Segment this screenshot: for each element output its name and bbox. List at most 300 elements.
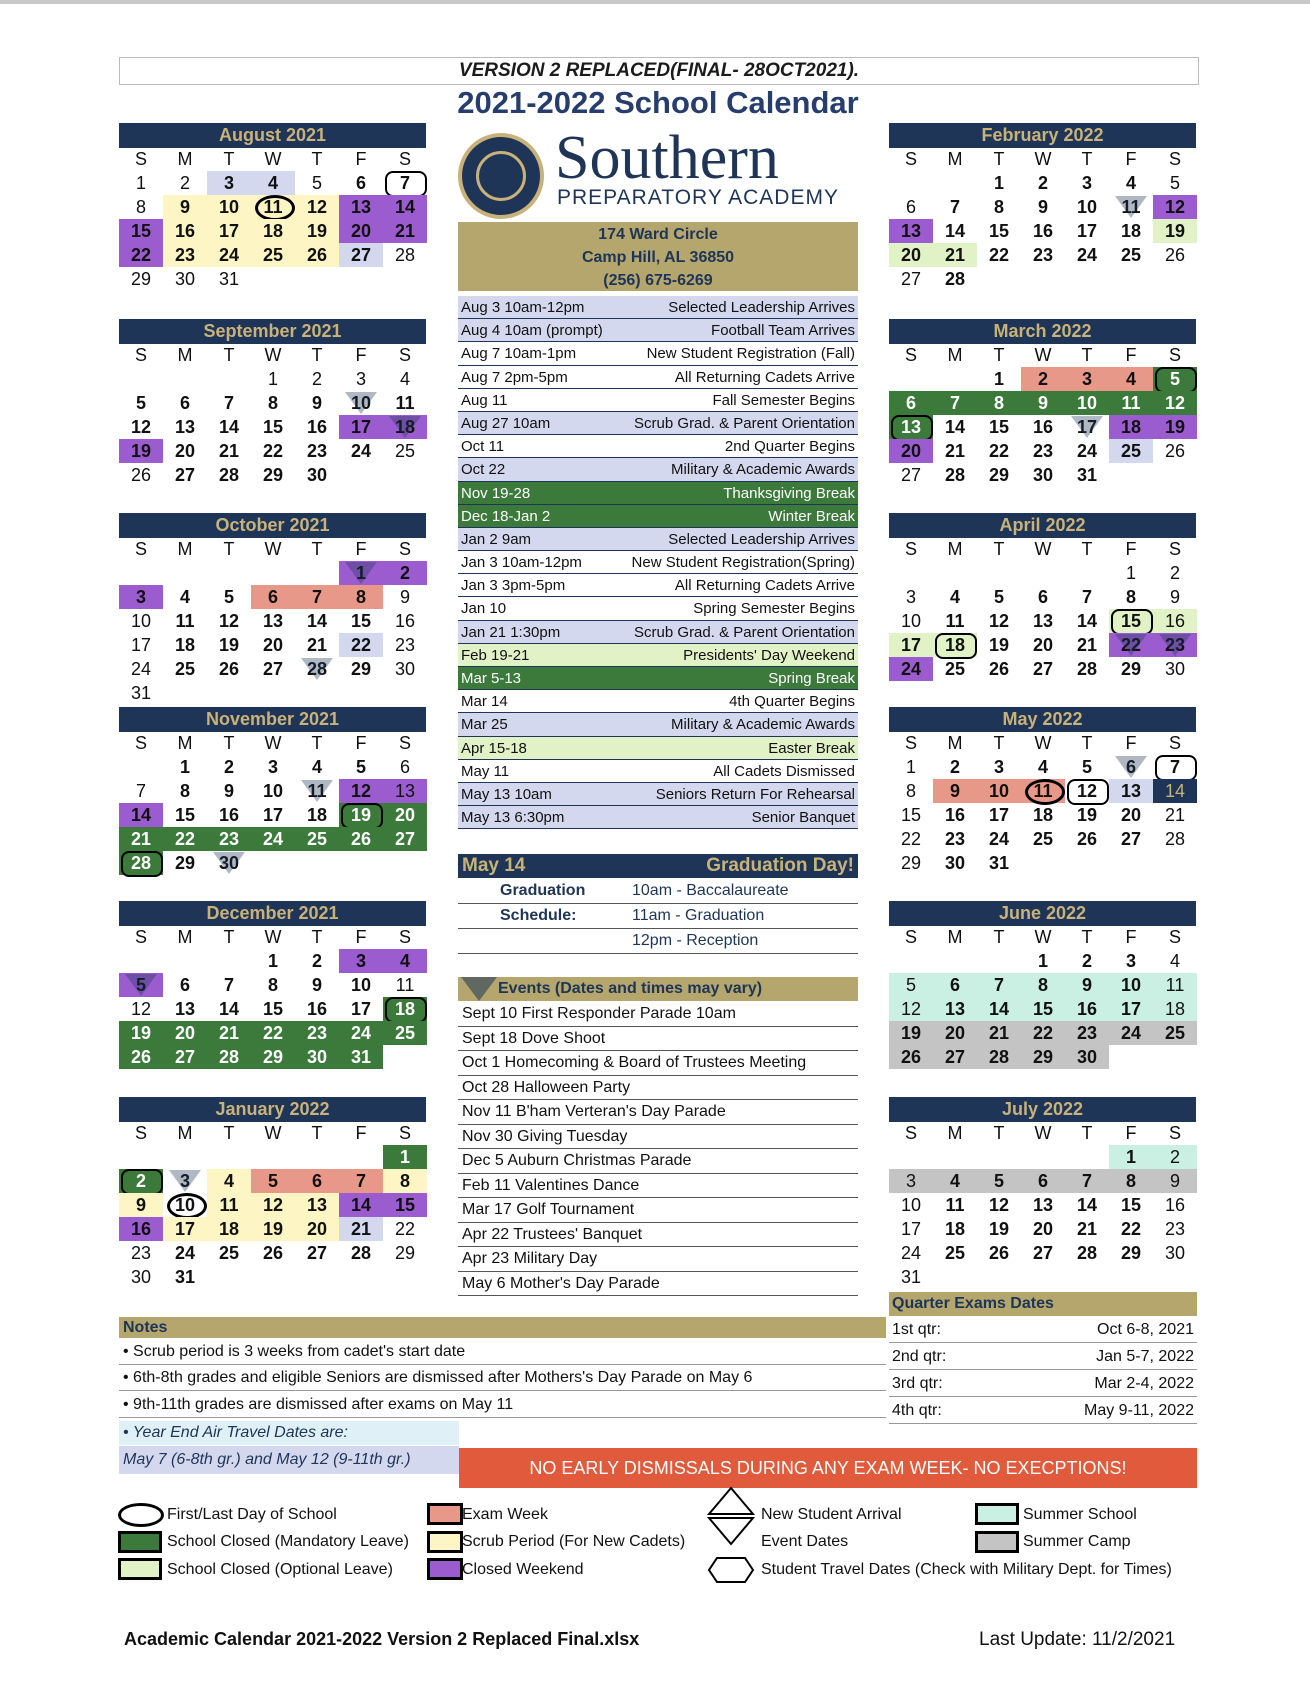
calendar-day: 1 (267, 951, 278, 971)
weekday-header: M (947, 149, 963, 169)
calendar-day: 29 (900, 853, 922, 873)
empty-day (977, 949, 1021, 973)
calendar-day: 12 (988, 1195, 1010, 1215)
event-date-item: Oct 28 Halloween Party (458, 1076, 858, 1101)
calendar-day: 22 (988, 245, 1010, 265)
month-title: January 2022 (119, 1097, 426, 1122)
weekday-header: T (1081, 345, 1093, 365)
calendar-day: 17 (889, 633, 933, 657)
calendar-day: 18 (251, 219, 295, 243)
calendar-day: 23 (163, 243, 207, 267)
calendar-day: 1 (1109, 1145, 1153, 1169)
calendar-day: 5 (1153, 367, 1197, 391)
calendar-day: 17 (988, 805, 1010, 825)
key-date-label: All Cadets Dismissed (713, 762, 855, 780)
calendar-day: 24 (350, 441, 372, 461)
key-date-date: Jan 3 3pm-5pm (461, 577, 566, 595)
graduation-date: May 14 (462, 855, 526, 876)
calendar-day: 15 (988, 221, 1010, 241)
month-title: November 2021 (119, 707, 426, 732)
weekday-header: S (1168, 927, 1181, 947)
calendar-day: 16 (306, 417, 328, 437)
key-date-date: May 13 10am (461, 785, 552, 803)
event-date-item: Apr 23 Military Day (458, 1247, 858, 1272)
calendar-day: 2 (119, 1169, 163, 1193)
calendar-day: 8 (267, 975, 278, 995)
calendar-day: 1 (135, 173, 146, 193)
travel-dates-label: • Year End Air Travel Dates are: (119, 1421, 459, 1445)
calendar-day: 21 (383, 219, 427, 243)
schedule-item: 11am - Graduation (632, 907, 765, 924)
first-last-day-legend-icon (118, 1503, 164, 1527)
school-name: Southern (555, 124, 779, 192)
calendar-day: 20 (295, 1217, 339, 1241)
calendar-day: 1 (383, 1145, 427, 1169)
calendar-day: 22 (900, 829, 922, 849)
calendar-day: 7 (223, 975, 234, 995)
quarter-dates: Mar 2-4, 2022 (1094, 1375, 1194, 1392)
empty-day (295, 561, 339, 585)
empty-day (977, 1145, 1021, 1169)
empty-day (295, 1145, 339, 1169)
weekday-header: M (947, 1123, 963, 1143)
empty-day (889, 171, 933, 195)
key-date-label: All Returning Cadets Arrive (674, 577, 855, 595)
calendar-day: 13 (262, 611, 284, 631)
graduation-banner (458, 854, 858, 878)
calendar-day: 18 (383, 997, 427, 1021)
key-date-label: New Student Registration (Fall) (646, 345, 855, 363)
calendar-day: 31 (900, 1267, 922, 1287)
weekday-header: S (904, 927, 917, 947)
calendar-day: 30 (130, 1267, 152, 1287)
calendar-day: 28 (944, 465, 966, 485)
calendar-day: 29 (988, 465, 1010, 485)
weekday-header: T (223, 733, 235, 753)
calendar-day: 16 (1032, 221, 1054, 241)
calendar-day: 28 (207, 1045, 251, 1069)
calendar-day: 9 (1065, 973, 1109, 997)
calendar-day: 8 (135, 197, 146, 217)
key-date-label: Fall Semester Begins (712, 391, 855, 409)
calendar-day: 10 (130, 611, 152, 631)
key-date-label: Military & Academic Awards (671, 461, 855, 479)
calendar-day: 15 (383, 1193, 427, 1217)
key-date-label: Presidents' Day Weekend (683, 646, 855, 664)
calendar-day: 11 (1109, 195, 1153, 219)
calendar-day: 3 (163, 1169, 207, 1193)
calendar-day: 16 (1164, 1195, 1186, 1215)
weekday-header: M (177, 1123, 193, 1143)
weekday-header: S (398, 733, 411, 753)
calendar-day: 28 (350, 1243, 372, 1263)
calendar-day: 30 (306, 465, 328, 485)
weekday-header: T (311, 539, 323, 559)
calendar-day: 23 (944, 829, 966, 849)
calendar-day: 15 (1021, 997, 1065, 1021)
empty-day (119, 367, 163, 391)
calendar-day: 27 (174, 465, 196, 485)
calendar-day: 20 (163, 1021, 207, 1045)
calendar-day: 3 (993, 757, 1004, 777)
calendar-day: 29 (130, 269, 152, 289)
key-date-date: Aug 4 10am (prompt) (461, 322, 603, 340)
calendar-day: 16 (1153, 609, 1197, 633)
weekday-header: T (223, 149, 235, 169)
calendar-day: 23 (295, 1021, 339, 1045)
key-date-row (458, 760, 858, 783)
calendar-day: 19 (1076, 805, 1098, 825)
event-date-item: Oct 1 Homecoming & Board of Trustees Meeting (458, 1051, 858, 1076)
calendar-day: 25 (394, 441, 416, 461)
calendar-day: 3 (1065, 367, 1109, 391)
empty-day (977, 561, 1021, 585)
calendar-day: 22 (262, 441, 284, 461)
weekday-header: S (904, 345, 917, 365)
calendar-day: 1 (1125, 563, 1136, 583)
key-date-row (458, 435, 858, 458)
calendar-day: 19 (1153, 219, 1197, 243)
calendar-day: 26 (1164, 441, 1186, 461)
empty-day (251, 1145, 295, 1169)
schedule-title: Graduation (500, 882, 586, 899)
calendar-day: 28 (1164, 829, 1186, 849)
calendar-day: 9 (119, 1193, 163, 1217)
calendar-day: 11 (295, 779, 339, 803)
calendar-day: 31 (339, 1045, 383, 1069)
calendar-day: 25 (1032, 829, 1054, 849)
calendar-day: 27 (900, 465, 922, 485)
calendar-day: 11 (207, 1193, 251, 1217)
key-date-label: Easter Break (768, 739, 855, 757)
calendar-day: 24 (1076, 441, 1098, 461)
calendar-day: 21 (1076, 635, 1098, 655)
calendar-day: 19 (251, 1217, 295, 1241)
calendar-day: 8 (179, 781, 190, 801)
weekday-header: W (1034, 1123, 1052, 1143)
empty-day (933, 1145, 977, 1169)
calendar-day: 24 (889, 657, 933, 681)
calendar-day: 15 (174, 805, 196, 825)
calendar-day: 16 (1065, 997, 1109, 1021)
calendar-day: 12 (130, 417, 152, 437)
calendar-day: 22 (394, 1219, 416, 1239)
calendar-day: 21 (218, 441, 240, 461)
calendar-day: 5 (119, 973, 163, 997)
calendar-day: 20 (1032, 635, 1054, 655)
legend-label: Event Dates (761, 1533, 849, 1550)
calendar-day: 11 (251, 195, 295, 219)
key-date-date: Apr 15-18 (461, 739, 527, 757)
key-date-date: Jan 2 9am (461, 530, 532, 548)
key-date-label: Selected Leadership Arrives (668, 530, 855, 548)
calendar-day: 14 (1076, 611, 1098, 631)
calendar-day: 2 (1081, 951, 1092, 971)
calendar-day: 24 (251, 827, 295, 851)
calendar-day: 28 (977, 1045, 1021, 1069)
calendar-day: 4 (207, 1169, 251, 1193)
weekday-header: T (1081, 927, 1093, 947)
weekday-header: S (904, 539, 917, 559)
weekday-header: F (355, 345, 367, 365)
calendar-day: 4 (1169, 951, 1180, 971)
calendar-day: 14 (944, 221, 966, 241)
key-date-label: Scrub Grad. & Parent Orientation (634, 414, 855, 432)
key-date-label: 2nd Quarter Begins (724, 438, 855, 456)
calendar-day: 9 (311, 975, 322, 995)
weekday-header: M (947, 733, 963, 753)
calendar-day: 6 (889, 391, 933, 415)
month-calendar (119, 901, 426, 1069)
weekday-header: M (947, 539, 963, 559)
calendar-day: 19 (295, 219, 339, 243)
note-item: • 6th-8th grades and eligible Seniors are dismissed after Mothers's Day Parade on May 6 (119, 1365, 886, 1391)
month-grid (119, 926, 426, 1069)
calendar-day: 4 (179, 587, 190, 607)
weekday-header: T (311, 149, 323, 169)
key-date-label: Senior Banquet (751, 809, 855, 827)
calendar-day: 22 (251, 1021, 295, 1045)
quarter-dates: Jan 5-7, 2022 (1096, 1348, 1194, 1365)
calendar-day: 9 (933, 779, 977, 803)
calendar-day: 7 (1153, 755, 1197, 779)
calendar-day: 24 (1076, 245, 1098, 265)
empty-day (207, 1145, 251, 1169)
calendar-day: 25 (944, 1243, 966, 1263)
address-phone: (256) 675-6269 (603, 272, 713, 289)
calendar-day: 14 (1076, 1195, 1098, 1215)
event-dates-header: Events (Dates and times may vary) (458, 977, 858, 1001)
key-date-row (458, 737, 858, 760)
weekday-header: M (177, 149, 193, 169)
quarter-exams-header: Quarter Exams Dates (889, 1292, 1197, 1316)
calendar-day: 7 (949, 197, 960, 217)
event-triangle-icon (461, 977, 497, 1001)
weekday-header: T (311, 1123, 323, 1143)
weekday-header: W (264, 1123, 282, 1143)
event-date-item: Nov 11 B'ham Verteran's Day Parade (458, 1100, 858, 1125)
calendar-day: 24 (207, 243, 251, 267)
key-date-row (458, 528, 858, 551)
calendar-day: 6 (1021, 1169, 1065, 1193)
month-calendar (889, 123, 1196, 291)
weekday-header: T (223, 927, 235, 947)
calendar-day: 4 (1109, 367, 1153, 391)
key-date-label: New Student Registration(Spring) (631, 554, 855, 572)
month-calendar (889, 901, 1196, 1069)
weekday-header: T (311, 345, 323, 365)
calendar-day: 17 (1076, 221, 1098, 241)
calendar-day: 21 (119, 827, 163, 851)
note-item: • Scrub period is 3 weeks from cadet's start date (119, 1339, 886, 1365)
month-grid (119, 732, 426, 875)
month-grid (119, 538, 426, 705)
closed-weekend-swatch (427, 1558, 463, 1580)
key-date-date: Nov 19-28 (461, 484, 531, 502)
key-date-label: Military & Academic Awards (671, 716, 855, 734)
calendar-day: 7 (1081, 587, 1092, 607)
calendar-day: 5 (251, 1169, 295, 1193)
calendar-day: 27 (262, 659, 284, 679)
key-date-date: Mar 5-13 (461, 670, 522, 687)
calendar-day: 28 (394, 245, 416, 265)
calendar-day: 2 (383, 561, 427, 585)
calendar-day: 5 (355, 757, 366, 777)
weekday-header: T (223, 345, 235, 365)
calendar-day: 11 (1109, 391, 1153, 415)
calendar-day: 4 (399, 369, 410, 389)
weekday-header: M (177, 927, 193, 947)
calendar-day: 14 (1153, 779, 1197, 803)
weekday-header: W (264, 733, 282, 753)
weekday-header: M (947, 927, 963, 947)
calendar-day: 14 (383, 195, 427, 219)
calendar-day: 19 (119, 439, 163, 463)
calendar-day: 2 (179, 173, 190, 193)
calendar-day: 16 (218, 805, 240, 825)
version-note: VERSION 2 REPLACED(FINAL- 28OCT2021). (119, 57, 1199, 85)
legend-shapes (707, 1486, 755, 1586)
calendar-day: 12 (1153, 391, 1197, 415)
quarter-dates: Oct 6-8, 2021 (1097, 1321, 1194, 1338)
calendar-day: 12 (295, 195, 339, 219)
weekday-header: T (311, 927, 323, 947)
calendar-day: 29 (1021, 1045, 1065, 1069)
calendar-day: 23 (1032, 441, 1054, 461)
calendar-day: 6 (179, 975, 190, 995)
calendar-day: 1 (993, 369, 1004, 389)
calendar-day: 18 (207, 1217, 251, 1241)
note-item: • 9th-11th grades are dismissed after exams on May 11 (119, 1392, 886, 1418)
calendar-day: 2 (311, 951, 322, 971)
calendar-day: 30 (1164, 659, 1186, 679)
quarter-label: 3rd qtr: (892, 1375, 943, 1392)
calendar-day: 20 (339, 219, 383, 243)
calendar-day: 25 (174, 659, 196, 679)
calendar-day: 4 (1125, 173, 1136, 193)
travel-dates-value: May 7 (6-8th gr.) and May 12 (9-11th gr.) (119, 1446, 459, 1474)
key-date-row (458, 366, 858, 389)
key-date-row (458, 412, 858, 435)
calendar-day: 18 (944, 1219, 966, 1239)
empty-day (889, 367, 933, 391)
empty-day (933, 561, 977, 585)
event-date-item: May 6 Mother's Day Parade (458, 1272, 858, 1297)
calendar-day: 3 (889, 1169, 933, 1193)
weekday-header: S (1168, 1123, 1181, 1143)
calendar-day: 24 (1109, 1021, 1153, 1045)
calendar-day: 18 (1120, 221, 1142, 241)
weekday-header: S (134, 733, 147, 753)
calendar-day: 22 (1120, 1219, 1142, 1239)
calendar-day: 10 (350, 975, 372, 995)
month-calendar (119, 513, 426, 705)
calendar-day: 5 (889, 973, 933, 997)
calendar-day: 8 (383, 1169, 427, 1193)
key-date-date: Mar 25 (461, 716, 508, 734)
calendar-day: 26 (130, 465, 152, 485)
calendar-day: 25 (1120, 245, 1142, 265)
calendar-day: 21 (944, 441, 966, 461)
calendar-day: 27 (1032, 659, 1054, 679)
calendar-day: 4 (383, 949, 427, 973)
calendar-day: 30 (207, 851, 251, 875)
calendar-day: 12 (1153, 195, 1197, 219)
empty-day (163, 367, 207, 391)
event-date-item: Dec 5 Auburn Christmas Parade (458, 1149, 858, 1174)
key-date-date: Mar 14 (461, 693, 508, 711)
legend-label: Student Travel Dates (Check with Military Dept. for Times) (761, 1561, 1172, 1578)
key-date-date: Aug 7 2pm-5pm (461, 368, 568, 386)
calendar-day: 1 (905, 757, 916, 777)
calendar-day: 19 (339, 803, 383, 827)
event-date-item: Apr 22 Trustees' Banquet (458, 1223, 858, 1248)
calendar-day: 28 (1076, 1243, 1098, 1263)
calendar-day: 9 (163, 195, 207, 219)
optional-leave-swatch (118, 1558, 162, 1580)
weekday-header: T (223, 1123, 235, 1143)
calendar-day: 8 (1021, 973, 1065, 997)
calendar-day: 23 (394, 635, 416, 655)
calendar-day: 19 (119, 1021, 163, 1045)
calendar-day: 23 (1153, 633, 1197, 657)
empty-day (889, 561, 933, 585)
empty-day (1065, 561, 1109, 585)
calendar-day: 7 (223, 393, 234, 413)
event-date-item: Mar 17 Golf Tournament (458, 1198, 858, 1223)
calendar-day: 13 (1109, 779, 1153, 803)
calendar-day: 11 (1021, 779, 1065, 803)
calendar-day: 13 (889, 219, 933, 243)
calendar-day: 8 (993, 197, 1004, 217)
calendar-day: 29 (350, 659, 372, 679)
calendar-day: 2 (223, 757, 234, 777)
weekday-header: S (1168, 345, 1181, 365)
key-date-date: Jan 3 10am-12pm (461, 554, 582, 572)
calendar-day: 24 (174, 1243, 196, 1263)
calendar-day: 3 (339, 949, 383, 973)
key-date-label: Thanksgiving Break (723, 484, 855, 502)
empty-day (1021, 561, 1065, 585)
legend-label: First/Last Day of School (167, 1506, 337, 1523)
key-date-row (458, 574, 858, 597)
calendar-day: 18 (1032, 805, 1054, 825)
month-title: December 2021 (119, 901, 426, 926)
calendar-day: 27 (933, 1045, 977, 1069)
empty-day (163, 949, 207, 973)
calendar-day: 15 (262, 999, 284, 1019)
month-grid (119, 148, 426, 291)
calendar-day: 20 (889, 243, 933, 267)
empty-day (207, 367, 251, 391)
empty-day (1021, 1145, 1065, 1169)
weekday-header: S (904, 733, 917, 753)
month-grid (889, 148, 1196, 291)
calendar-day: 6 (1109, 755, 1153, 779)
calendar-day: 12 (1065, 779, 1109, 803)
calendar-day: 22 (119, 243, 163, 267)
calendar-day: 7 (295, 585, 339, 609)
calendar-day: 18 (306, 805, 328, 825)
calendar-day: 20 (889, 439, 933, 463)
schedule-item: 10am - Baccalaureate (632, 882, 789, 899)
schedule-title: Schedule: (500, 907, 577, 924)
calendar-day: 6 (251, 585, 295, 609)
key-date-row (458, 644, 858, 667)
address-line: 174 Ward Circle (598, 226, 718, 243)
calendar-day: 25 (1153, 1021, 1197, 1045)
calendar-day: 6 (1037, 587, 1048, 607)
